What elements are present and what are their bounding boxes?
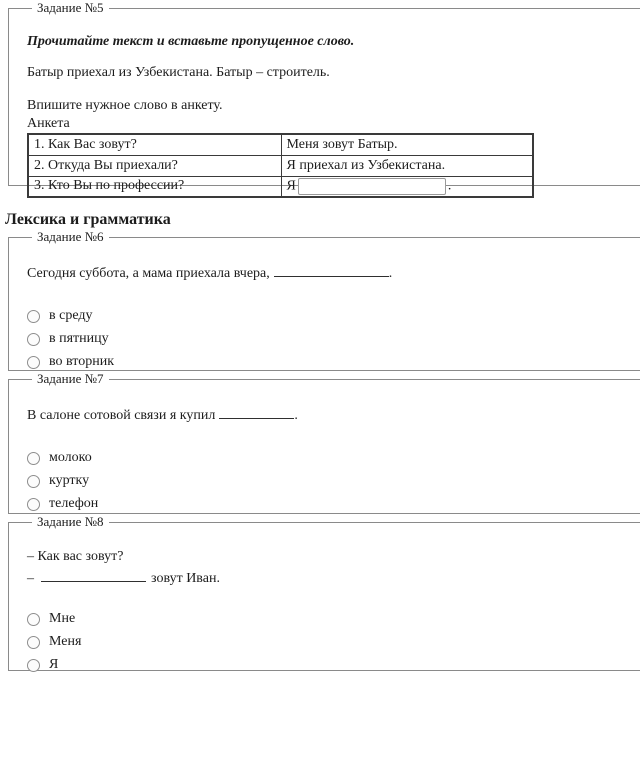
radio-button[interactable] <box>27 659 40 672</box>
task6-question <box>27 264 640 282</box>
radio-option[interactable] <box>27 634 640 650</box>
option-label: во вторник <box>49 354 114 369</box>
task8-question-line2 <box>27 569 640 587</box>
table-cell-answer-with-input <box>281 176 533 197</box>
radio-button[interactable] <box>27 636 40 649</box>
table-cell-question: 3. Кто Вы по профессии? <box>28 176 281 197</box>
option-label: Меня <box>49 634 82 649</box>
task6-fieldset <box>8 229 640 371</box>
option-label: в пятницу <box>49 331 109 346</box>
profession-answer-input[interactable] <box>298 178 446 195</box>
table-cell-answer: Я приехал из Узбекистана. <box>281 155 533 176</box>
anketa-table <box>27 133 534 198</box>
task8-legend: Задание №8 <box>37 514 104 529</box>
task7-fieldset <box>8 371 640 514</box>
question-text: В салоне сотовой связи я купил <box>27 408 216 423</box>
answer-prefix: Я <box>286 178 296 194</box>
anketa-caption: Анкета <box>27 116 70 131</box>
task8-question-line1: – Как вас зовут? <box>27 549 124 564</box>
answer-suffix: . <box>447 178 452 194</box>
radio-option[interactable] <box>27 354 640 370</box>
task8-options <box>27 611 640 673</box>
radio-button[interactable] <box>27 475 40 488</box>
task5-legend: Задание №5 <box>37 0 104 15</box>
question-text: Сегодня суббота, а мама приехала вчера, <box>27 266 270 281</box>
option-label: телефон <box>49 496 99 511</box>
task5-prompt: Впишите нужное слово в анкету. <box>27 98 223 113</box>
radio-option[interactable] <box>27 450 640 466</box>
answer-blank <box>41 569 146 582</box>
answer-blank <box>274 264 389 277</box>
question-period: . <box>388 266 393 281</box>
radio-option[interactable] <box>27 473 640 489</box>
task7-options <box>27 450 640 512</box>
task8-fieldset <box>8 514 640 671</box>
table-row <box>28 176 533 197</box>
radio-option[interactable] <box>27 308 640 324</box>
table-row <box>28 155 533 176</box>
task6-legend: Задание №6 <box>37 229 104 244</box>
radio-option[interactable] <box>27 657 640 673</box>
dash: – <box>27 571 34 586</box>
radio-button[interactable] <box>27 333 40 346</box>
option-label: Я <box>49 657 59 672</box>
section-heading: Лексика и грамматика <box>5 211 171 228</box>
option-label: Мне <box>49 611 76 626</box>
radio-button[interactable] <box>27 356 40 369</box>
option-label: куртку <box>49 473 90 488</box>
question-text: зовут Иван. <box>151 571 220 586</box>
table-cell-question: 1. Как Вас зовут? <box>28 134 281 155</box>
radio-option[interactable] <box>27 496 640 512</box>
radio-button[interactable] <box>27 498 40 511</box>
radio-button[interactable] <box>27 613 40 626</box>
radio-button[interactable] <box>27 310 40 323</box>
task7-legend: Задание №7 <box>37 371 104 386</box>
option-label: в среду <box>49 308 93 323</box>
radio-option[interactable] <box>27 331 640 347</box>
radio-option[interactable] <box>27 611 640 627</box>
task5-fieldset <box>8 0 640 194</box>
task5-instruction: Прочитайте текст и вставьте пропущенное слово. <box>27 34 355 49</box>
radio-button[interactable] <box>27 452 40 465</box>
table-cell-question: 2. Откуда Вы приехали? <box>28 155 281 176</box>
table-row <box>28 134 533 155</box>
task5-text: Батыр приехал из Узбекистана. Батыр – строитель. <box>27 65 330 80</box>
option-label: молоко <box>49 450 92 465</box>
question-period: . <box>294 408 298 423</box>
table-cell-answer: Меня зовут Батыр. <box>281 134 533 155</box>
task6-options <box>27 308 640 370</box>
task7-question <box>27 406 640 424</box>
answer-blank <box>219 406 294 419</box>
